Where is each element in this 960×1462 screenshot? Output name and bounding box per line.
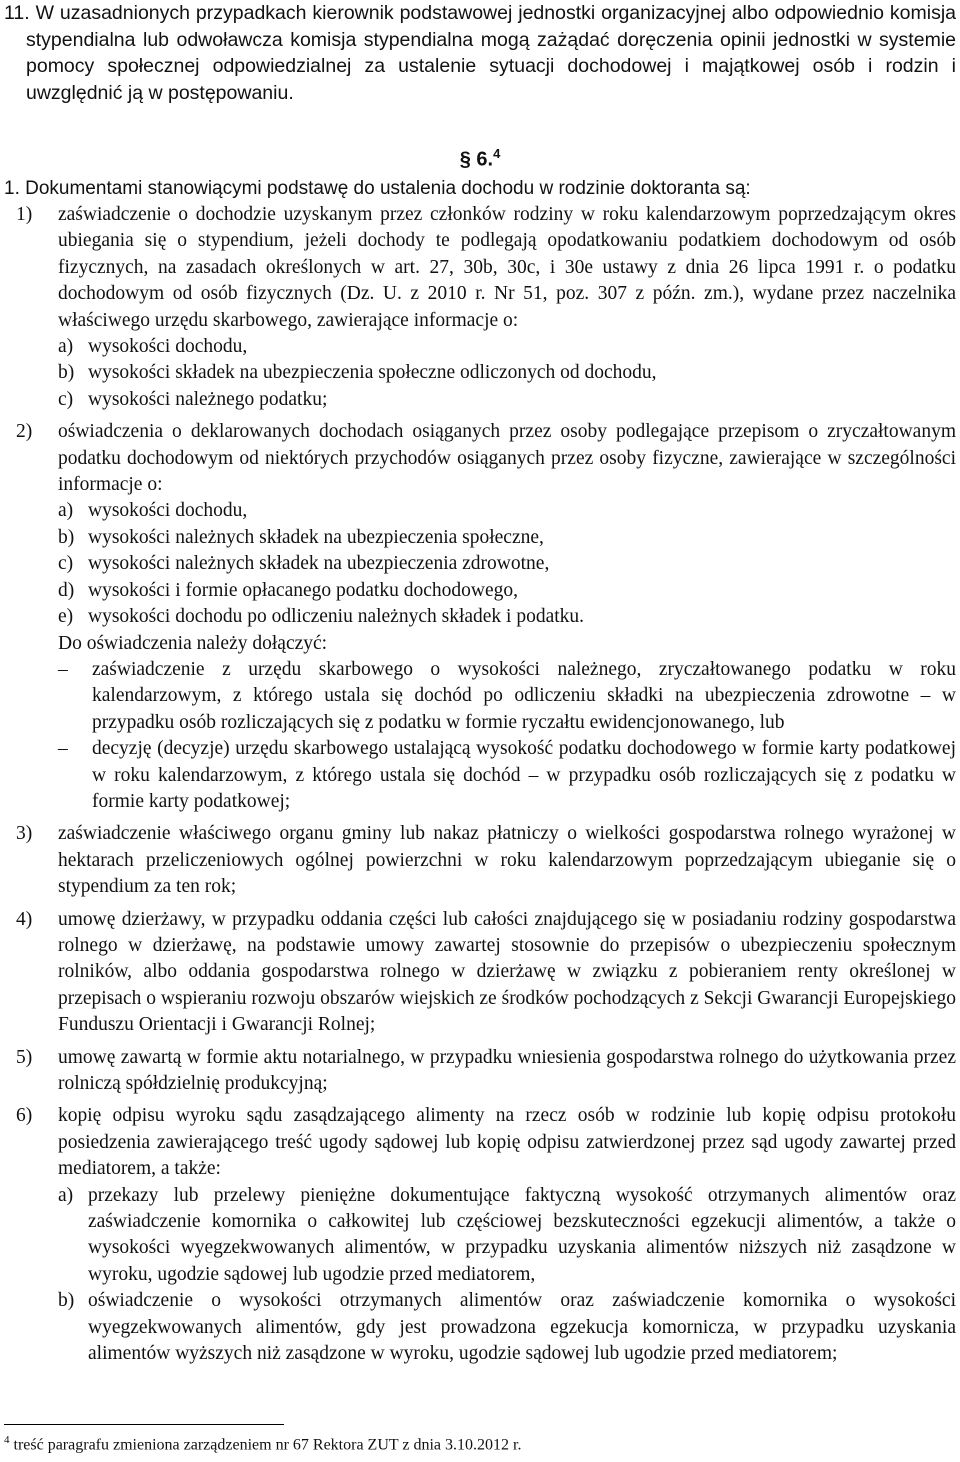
sub-item-letter: c) <box>58 553 74 575</box>
list-item-number: 3) <box>16 823 33 845</box>
sub-item-text: wysokości należnych składek na ubezpieczenia zdrowotne, <box>88 553 550 575</box>
list-item <box>4 419 956 815</box>
sub-item-text: wysokości dochodu po odliczeniu należnych składek i podatku. <box>88 606 585 628</box>
sub-item-letter: a) <box>58 500 74 522</box>
list-item <box>4 907 956 1039</box>
document-list <box>4 202 956 1367</box>
sub-item <box>58 604 956 630</box>
sub-item <box>58 525 956 551</box>
list-item-body <box>58 1103 956 1367</box>
sub-item-letter: b) <box>58 526 75 548</box>
sub-item-letter: a) <box>58 336 74 358</box>
sub-item-letter: b) <box>58 1290 75 1312</box>
sub-item <box>58 1183 956 1289</box>
dash-marker: – <box>58 658 68 680</box>
sub-item-text: wysokości należnych składek na ubezpieczenia społeczne, <box>88 526 544 548</box>
sub-item-letter: e) <box>58 606 74 628</box>
list-item-text: kopię odpisu wyroku sądu zasądzającego alimenty na rzecz osób w rodzinie lub kopię odpisu protokołu posiedzenia zawierającego treść ugody sądowej lub kopię odpisu zatwierdzonej przez sąd ugody zawartej przed mediatorem, a także: <box>58 1105 956 1180</box>
dash-item-text: zaświadczenie z urzędu skarbowego o wysokości należnego, zryczałtowanego podatku w roku kalendarzowym, z którego ustala się dochód po odliczeniu składki na ubezpieczenia zdrowotne – w przypadku osób rozliczających się z podatku w formie ryczałtu ewidencjonowanego, lub <box>92 658 956 733</box>
list-item <box>4 1103 956 1367</box>
sub-item-letter: c) <box>58 388 74 410</box>
list-item-number: 2) <box>16 421 33 443</box>
sub-item <box>58 1288 956 1367</box>
list-item <box>4 202 956 413</box>
sub-item <box>58 551 956 577</box>
list-item-text: oświadczenia o deklarowanych dochodach osiąganych przez osoby podlegające przepisom o zryczałtowanym podatku dochodowym od niektórych przychodów osiąganych przez osoby fizyczne, zawierające w szczególności informacje o: <box>58 421 956 496</box>
list-item-number: 4) <box>16 908 33 930</box>
list-item-body <box>58 821 956 900</box>
section-heading <box>4 146 956 176</box>
footnote <box>4 1430 521 1455</box>
sub-item-letter: b) <box>58 362 75 384</box>
dash-item-text: decyzję (decyzje) urzędu skarbowego ustalającą wysokość podatku dochodowego w formie karty podatkowej w roku kalendarzowym, z którego ustala się dochód – w przypadku osób rozliczających się z podatku w formie karty podatkowej; <box>92 738 956 812</box>
list-item-body <box>58 1045 956 1098</box>
footnote-mark: 4 <box>4 1434 10 1446</box>
list-item-number: 5) <box>16 1046 33 1068</box>
sub-item-text: wysokości dochodu, <box>88 500 248 522</box>
dash-item <box>58 736 956 815</box>
sub-item-text: wysokości i formie opłacanego podatku dochodowego, <box>88 579 518 601</box>
lead-paragraph: 1. Dokumentami stanowiącymi podstawę do ustalenia dochodu w rodzinie doktoranta są: <box>4 178 751 199</box>
footnote-reference: 4 <box>493 146 501 161</box>
list-item-text: zaświadczenie właściwego organu gminy lub nakaz płatniczy o wielkości gospodarstwa rolnego wyrażonej w hektarach przeliczeniowych ogólnej powierzchni w roku kalendarzowym poprzedzającym ubieganie się o stypendium za ten rok; <box>58 823 956 898</box>
footnote-separator <box>4 1424 284 1425</box>
list-item-body <box>58 202 956 413</box>
sub-item-letter: a) <box>58 1184 74 1206</box>
sub-item-letter: d) <box>58 579 75 601</box>
sub-item <box>58 334 956 360</box>
dash-marker: – <box>58 738 68 760</box>
list-item-body <box>58 419 956 815</box>
sub-item <box>58 360 956 386</box>
sub-item <box>58 387 956 413</box>
list-item <box>4 821 956 900</box>
list-item-text: umowę dzierżawy, w przypadku oddania części lub całości znajdującego się w posiadaniu rodziny gospodarstwa rolnego w dzierżawę, na podstawie umowy zawartej stosownie do przepisów o ubezpieczeniu społecznym rolników, albo oddania gospodarstwa rolnego w dzierżawę w związku z pobieraniem renty określonej w przepisach o wspieraniu rozwoju obszarów wiejskich ze środków pochodzących z Sekcji Gwarancji Europejskiego Funduszu Orientacji i Gwarancji Rolnej; <box>58 908 956 1036</box>
footnote-text: treść paragrafu zmieniona zarządzeniem nr 67 Rektora ZUT z dnia 3.10.2012 r. <box>13 1436 522 1454</box>
section-sign: § <box>459 148 471 171</box>
sub-item-text: przekazy lub przelewy pieniężne dokumentujące faktyczną wysokość otrzymanych alimentów oraz zaświadczenie komornika o całkowitej lub częściowej bezskuteczności egzekucji alimentów, a także o wysokości wyegzekwowanych alimentów, w przypadku uzyskania alimentów niższych niż zasądzone w wyroku, ugodzie sądowej lub ugodzie przed mediatorem, <box>88 1184 956 1285</box>
section-number: 6. <box>476 148 494 171</box>
sub-item <box>58 578 956 604</box>
sub-item-text: wysokości składek na ubezpieczenia społeczne odliczonych od dochodu, <box>88 362 657 384</box>
list-item-number: 6) <box>16 1105 33 1127</box>
sub-item-text: wysokości dochodu, <box>88 336 248 358</box>
list-item-number: 1) <box>16 204 33 225</box>
sub-item <box>58 498 956 524</box>
list-item-body <box>58 907 956 1039</box>
paragraph-11: 11. W uzasadnionych przypadkach kierownik podstawowej jednostki organizacyjnej albo odpowiednio komisja stypendialna lub odwoławcza komisja stypendialna mogą zażądać doręczenia opinii jednostki w systemie pomocy społecznej odpowiedzialnej za ustalenie sytuacji dochodowej i majątkowej osób i rodzin i uwzględnić ją w postępowaniu. <box>4 2 956 104</box>
list-item <box>4 1045 956 1098</box>
sub-item-text: oświadczenie o wysokości otrzymanych alimentów oraz zaświadczenie komornika o wysokości wyegzekwowanych alimentów, gdy jest prowadzona egzekucja komornicza, w przypadku uzyskania alimentów wyższych niż zasądzone w wyroku, ugodzie sądowej lub ugodzie przed mediatorem; <box>88 1290 956 1365</box>
attachment-intro: Do oświadczenia należy dołączyć: <box>58 632 328 654</box>
dash-item <box>58 657 956 736</box>
list-item-text: umowę zawartą w formie aktu notarialnego, w przypadku wniesienia gospodarstwa rolnego do użytkowania przez rolniczą spółdzielnię produkcyjną; <box>58 1046 956 1094</box>
sub-item-text: wysokości należnego podatku; <box>88 388 328 410</box>
list-item-text: zaświadczenie o dochodzie uzyskanym przez członków rodziny w roku kalendarzowym poprzedzającym okres ubiegania się o stypendium, jeżeli dochody te podlegają opodatkowaniu podatkiem dochodowym od osób fizycznych, na zasadach określonych w art. 27, 30b, 30c, i 30e ustawy z dnia 26 lipca 1991 r. o podatku dochodowym od osób fizycznych (Dz. U. z 2010 r. Nr 51, poz. 307 z późn. zm.), wydane przez naczelnika właściwego urzędu skarbowego, zawierające informacje o: <box>58 204 956 331</box>
